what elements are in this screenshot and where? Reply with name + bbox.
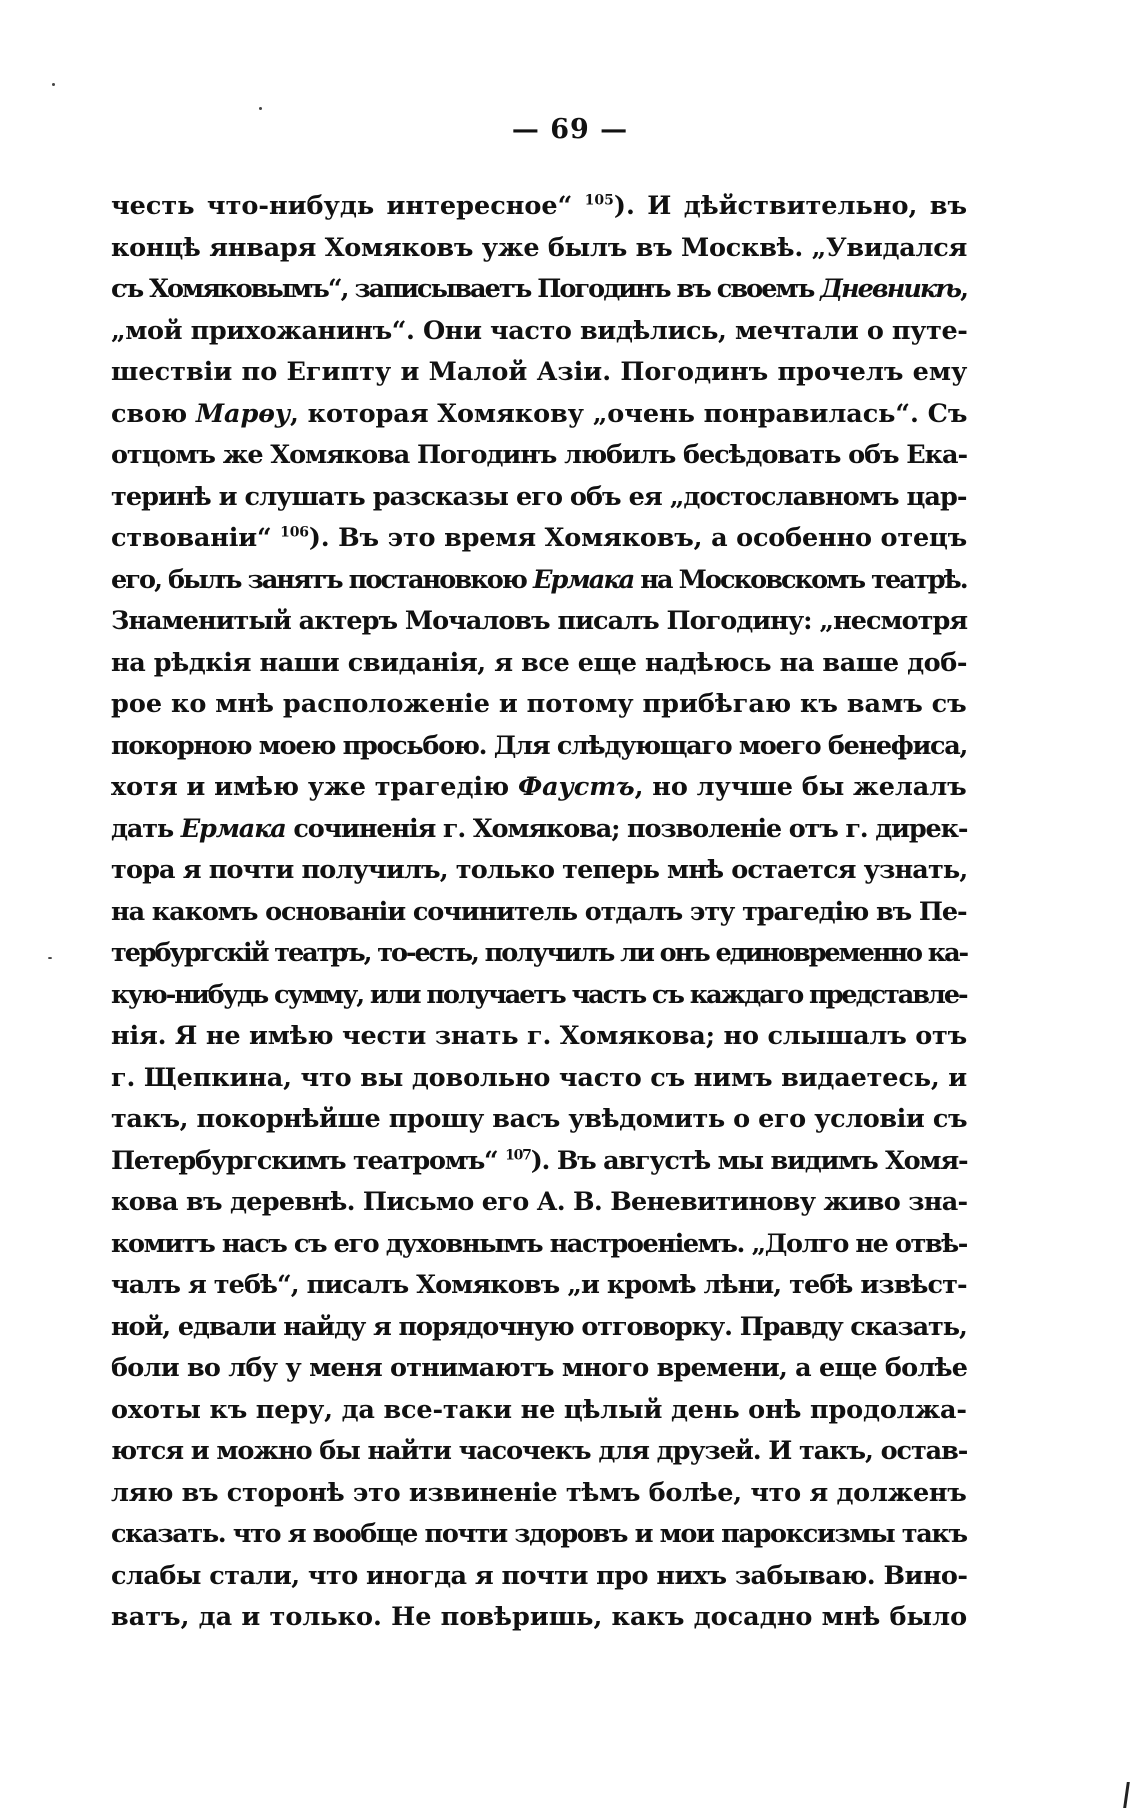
italic-title: Ермака [533,564,634,595]
text-line [111,809,967,851]
text-segment: ватъ, да и только. Не повѣришь, какъ досадно мнѣ было [111,1602,968,1632]
text-segment: ). Въ августѣ мы видимъ Хомя- [530,1145,968,1176]
text-segment: Знаменитый актеръ Мочаловъ писалъ Погодину: „несмотря [111,606,968,636]
text-line [111,1099,967,1141]
page-number: — 69 — [511,114,629,145]
text-line [111,1348,967,1390]
text-segment: теринѣ и слушать разсказы его объ ея „достославномъ цар- [111,481,967,512]
text-segment: слабы стали, что иногда я почти про нихъ забываю. Вино- [111,1560,968,1591]
text-segment: честь что-нибудь интересное“ [111,191,585,221]
body-text [111,186,967,1639]
text-segment: такъ, покорнѣйше прошу васъ увѣдомить о его условіи съ [111,1104,968,1134]
scan-speck [48,957,52,959]
text-segment: на рѣдкія наши свиданія, я все еще надѣюсь на ваше доб- [111,647,968,678]
text-line [111,228,967,270]
footnote-reference: 105 [584,192,614,209]
text-line [111,726,967,768]
text-line [111,892,967,934]
text-segment: хотя и имѣю уже трагедію [111,772,518,802]
text-line [111,1597,967,1639]
text-segment: на Московскомъ театрѣ. [633,564,967,595]
text-segment: сочиненія г. Хомякова; позволеніе отъ г. дирек- [285,813,968,844]
footnote-reference: 106 [280,524,309,541]
italic-title: Ермака [180,813,286,844]
text-segment: его, былъ занятъ постановкою [111,564,533,595]
text-segment: кую-нибудь сумму, или получаетъ часть съ каждаго представле- [111,979,967,1010]
text-segment: шествіи по Египту и Малой Азіи. Погодинъ прочелъ ему [111,357,968,387]
text-segment: ляю въ сторонѣ это извиненіе тѣмъ болѣе, что я долженъ [111,1477,967,1508]
text-segment: на какомъ основаніи сочинитель отдалъ эту трагедію въ Пе- [111,896,967,927]
text-segment: , но лучше бы желалъ [634,772,967,802]
italic-title: Фаустъ [517,772,635,802]
text-segment: съ Хомяковымъ“, записываетъ Погодинъ въ своемъ [111,274,821,304]
text-line [111,684,967,726]
text-segment: комитъ насъ съ его духовнымъ настроеніемъ. „Долго не отвѣ- [111,1228,967,1259]
text-line [111,352,967,394]
text-line [111,1431,967,1473]
scan-edge-mark [1123,1782,1130,1808]
text-line [111,477,967,519]
text-segment: нія. Я не имѣю чести знать г. Хомякова; но слышалъ отъ [111,1021,967,1051]
text-segment: , которая Хомякову „очень понравилась“. Съ [290,398,968,429]
text-segment: ). Въ это время Хомяковъ, а особенно отецъ [308,523,968,553]
text-line [111,1141,967,1183]
text-line [111,643,967,685]
italic-title: Марѳу [195,398,290,429]
text-line [111,560,967,602]
italic-title: Дневникѣ [820,274,961,304]
text-line [111,435,967,477]
text-line [111,601,967,643]
text-segment: боли во лбу у меня отнимаютъ много времени, а еще болѣе [111,1353,968,1383]
text-line [111,1182,967,1224]
text-segment: сказать. что я вообще почти здоровъ и мои пароксизмы такъ [111,1519,967,1549]
text-line [111,767,967,809]
text-segment: ). И дѣйствительно, въ [613,191,968,221]
text-line [111,1556,967,1598]
text-segment: отцомъ же Хомякова Погодинъ любилъ бесѣдовать объ Ека- [111,440,967,470]
text-segment: г. Щепкина, что вы довольно часто съ нимъ видаетесь, и [111,1062,968,1093]
text-segment: „мой прихожанинъ“. Они часто видѣлись, мечтали о путе- [111,315,968,346]
text-segment: ются и можно бы найти часочекъ для друзей. И такъ, остав- [111,1436,968,1466]
footnote-reference: 107 [505,1147,531,1163]
text-line [111,1058,967,1100]
text-line [111,1514,967,1556]
text-segment: тора я почти получилъ, только теперь мнѣ остается узнать, [111,855,968,885]
text-segment: свою [111,398,196,429]
text-segment: рое ко мнѣ расположеніе и потому прибѣгаю къ вамъ съ [111,689,967,719]
text-segment: дать [111,813,181,844]
text-line [111,1265,967,1307]
scan-speck [259,107,262,110]
scan-speck [52,83,55,86]
text-segment: чалъ я тебѣ“, писалъ Хомяковъ „и кромѣ лѣни, тебѣ извѣст- [111,1270,967,1300]
text-segment: концѣ января Хомяковъ уже былъ въ Москвѣ. „Увидался [111,232,968,263]
text-line [111,850,967,892]
text-segment: тербургскій театръ, то-есть, получилъ ли онъ единовременно ка- [111,938,968,968]
text-line [111,1224,967,1266]
text-segment: охоты къ перу, да все-таки не цѣлый день онѣ продолжа- [111,1394,967,1425]
text-line [111,1016,967,1058]
text-segment: Петербургскимъ театромъ“ [111,1145,506,1176]
text-line [111,394,967,436]
text-line [111,269,967,311]
text-segment: ной, едвали найду я порядочную отговорку. Правду сказать, [111,1311,967,1342]
text-line [111,311,967,353]
text-line [111,975,967,1017]
text-line [111,1473,967,1515]
text-line [111,933,967,975]
text-line [111,518,967,560]
text-segment: , [960,274,968,304]
text-segment: ствованіи“ [111,523,281,553]
text-line [111,1390,967,1432]
text-line [111,1307,967,1349]
text-segment: кова въ деревнѣ. Письмо его А. В. Веневитинову живо зна- [111,1187,968,1217]
text-segment: покорною моею просьбою. Для слѣдующаго моего бенефиса, [111,730,968,761]
text-line [111,186,967,228]
